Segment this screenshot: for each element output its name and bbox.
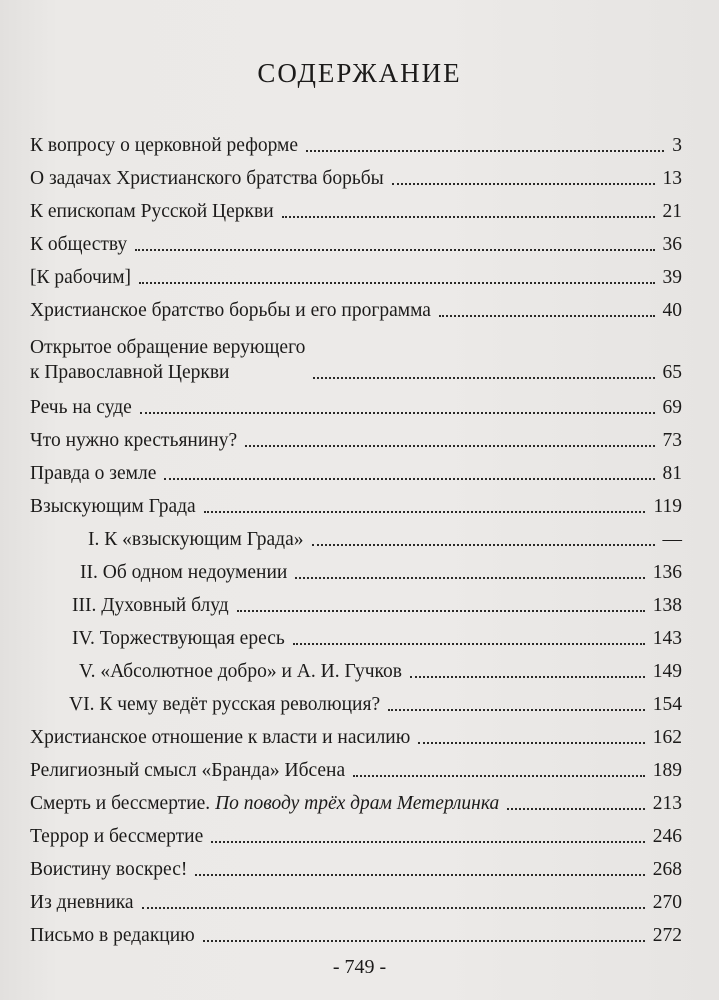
entry-title: Из дневника: [30, 892, 134, 913]
entry-title: Что нужно крестьянину?: [30, 430, 238, 451]
dot-leader: [312, 544, 655, 546]
toc-entry: [30, 194, 682, 224]
dot-leader: [306, 150, 664, 152]
entry-page: —: [662, 529, 682, 550]
toc-subentry: [80, 555, 682, 585]
toc-subentry: [72, 588, 682, 618]
toc-heading: СОДЕРЖАНИЕ: [257, 58, 462, 88]
toc-entry: [30, 489, 682, 519]
toc-subentry: [69, 687, 682, 717]
toc-subentry: [79, 654, 682, 684]
entry-page: 189: [652, 760, 682, 781]
toc-entry: [30, 456, 682, 486]
entry-page: 69: [662, 397, 682, 418]
entry-title: Христианское братство борьбы и его программа: [30, 300, 431, 321]
toc-entry: [30, 720, 682, 750]
dot-leader: [211, 841, 645, 843]
entry-title: I. К «взыскующим Града»: [88, 529, 304, 550]
entry-title: Религиозный смысл «Бранда» Ибсена: [30, 760, 346, 781]
entry-subtitle: По поводу трёх драм Метерлинка: [215, 793, 500, 814]
dot-leader: [439, 315, 655, 317]
dot-leader: [313, 377, 654, 379]
toc-subentry: [72, 621, 682, 651]
entry-title-line-1: Открытое обращение верующего: [30, 337, 306, 358]
toc-subentry: [88, 522, 682, 552]
entry-page: 270: [652, 892, 682, 913]
dot-leader: [410, 676, 645, 678]
dot-leader: [204, 511, 646, 513]
entry-title: К епископам Русской Церкви: [30, 201, 274, 222]
toc-entry: [30, 161, 682, 191]
entry-page: 213: [652, 793, 682, 814]
toc-entry: [30, 390, 682, 420]
entry-title: III. Духовный блуд: [72, 595, 229, 616]
dot-leader: [237, 610, 645, 612]
entry-page: 119: [653, 496, 682, 517]
entry-title: Правда о земле: [30, 463, 157, 484]
entry-page: 162: [652, 727, 682, 748]
entry-title-line-2: к Православной Церкви: [30, 362, 230, 383]
dot-leader: [140, 412, 655, 414]
dot-leader: [353, 775, 645, 777]
entry-title: IV. Торжествующая ересь: [72, 628, 285, 649]
dot-leader: [388, 709, 645, 711]
toc-entry: [30, 852, 682, 882]
entry-title: V. «Абсолютное добро» и А. И. Гучков: [79, 661, 402, 682]
entry-title-main: Смерть и бессмертие.: [30, 793, 211, 814]
dot-leader: [142, 907, 645, 909]
entry-page: 13: [662, 168, 682, 189]
entry-title: Воистину воскрес!: [30, 859, 188, 880]
entry-page: 149: [652, 661, 682, 682]
dot-leader: [139, 282, 654, 284]
entry-title: [30, 335, 305, 385]
entry-page: 40: [662, 300, 682, 321]
entry-page: 143: [652, 628, 682, 649]
entry-title: Речь на суде: [30, 397, 132, 418]
entry-page: 268: [652, 859, 682, 880]
dot-leader: [195, 874, 644, 876]
entry-page: 272: [652, 925, 682, 946]
entry-title: II. Об одном недоумении: [80, 562, 288, 583]
toc-entry: [30, 423, 682, 453]
entry-page: 39: [662, 267, 682, 288]
entry-page: 154: [652, 694, 682, 715]
toc-entry: [30, 786, 682, 816]
toc-entry: [30, 293, 682, 323]
toc-entry: [30, 128, 682, 158]
dot-leader: [245, 445, 654, 447]
entry-title: [К рабочим]: [30, 267, 132, 288]
toc-entry: [30, 819, 682, 849]
entry-page: 36: [662, 234, 682, 255]
entry-page: 81: [662, 463, 682, 484]
entry-page: 21: [662, 201, 682, 222]
dot-leader: [282, 216, 655, 218]
entry-page: 138: [652, 595, 682, 616]
dot-leader: [203, 940, 645, 942]
toc-entry: [30, 331, 682, 385]
page-number: - 749 -: [332, 956, 387, 978]
toc-entry: [30, 227, 682, 257]
entry-title: Взыскующим Града: [30, 496, 196, 517]
entry-title: Христианское отношение к власти и насилию: [30, 727, 411, 748]
dot-leader: [295, 577, 644, 579]
entry-title: VI. К чему ведёт русская революция?: [69, 694, 381, 715]
toc-entry: [30, 753, 682, 783]
dot-leader: [293, 643, 645, 645]
toc-entry: [30, 885, 682, 915]
entry-page: 73: [662, 430, 682, 451]
dot-leader: [418, 742, 644, 744]
dot-leader: [164, 478, 654, 480]
toc-entry: [30, 918, 682, 948]
dot-leader: [392, 183, 655, 185]
entry-title: О задачах Христианского братства борьбы: [30, 168, 384, 189]
entry-page: 136: [652, 562, 682, 583]
dot-leader: [135, 249, 654, 251]
entry-title: [30, 792, 499, 816]
toc-entry: [30, 260, 682, 290]
entry-page: 246: [652, 826, 682, 847]
entry-page: 3: [672, 135, 682, 156]
entry-title: Террор и бессмертие: [30, 826, 204, 847]
entry-title: Письмо в редакцию: [30, 925, 195, 946]
dot-leader: [507, 808, 645, 810]
entry-title: К вопросу о церковной реформе: [30, 135, 299, 156]
entry-title: К обществу: [30, 234, 128, 255]
entry-page: 65: [662, 362, 682, 383]
